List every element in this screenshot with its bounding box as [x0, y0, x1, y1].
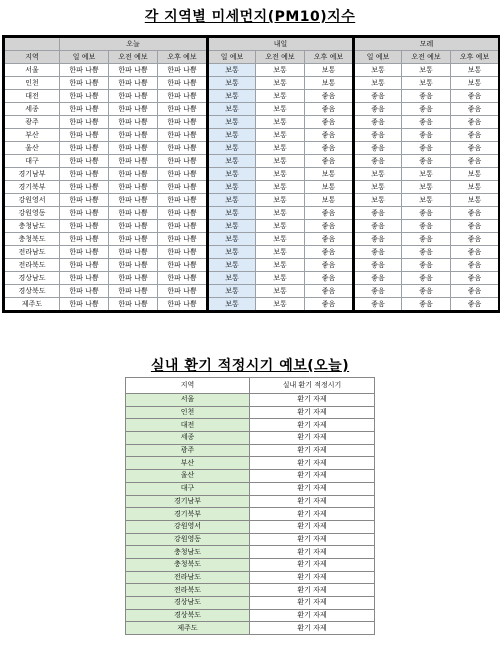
forecast-cell: 좋음: [305, 272, 354, 285]
column-header-row: [126, 378, 375, 394]
forecast-cell: 보통: [451, 168, 500, 181]
forecast-cell: 보통: [256, 155, 305, 168]
forecast-cell: 한파 나쁨: [60, 233, 109, 246]
region-name: 전라북도: [4, 259, 60, 272]
forecast-cell: 좋음: [402, 129, 451, 142]
table-row: [4, 220, 500, 233]
table-row: [4, 103, 500, 116]
table-row: [4, 207, 500, 220]
table-row: [126, 609, 375, 622]
region-name: 충청북도: [126, 558, 250, 571]
region-name: 충청남도: [4, 220, 60, 233]
region-name: 경기북부: [4, 181, 60, 194]
forecast-cell: 보통: [208, 77, 256, 90]
ventilation-advice: 환기 자제: [250, 495, 375, 508]
forecast-cell: 한파 나쁨: [109, 207, 158, 220]
forecast-cell: 보통: [451, 181, 500, 194]
forecast-cell: 좋음: [451, 246, 500, 259]
forecast-cell: 보통: [256, 168, 305, 181]
region-name: 강원영서: [126, 520, 250, 533]
forecast-cell: 한파 나쁨: [60, 142, 109, 155]
forecast-cell: 한파 나쁨: [109, 90, 158, 103]
forecast-cell: 한파 나쁨: [60, 103, 109, 116]
table-row: [4, 246, 500, 259]
forecast-cell: 한파 나쁨: [60, 77, 109, 90]
table-row: [4, 194, 500, 207]
forecast-cell: 한파 나쁨: [109, 194, 158, 207]
table-row: [4, 142, 500, 155]
group-header-tomorrow: 내일: [208, 37, 354, 51]
table-row: [126, 406, 375, 419]
region-name: 경상북도: [126, 609, 250, 622]
forecast-cell: 한파 나쁨: [109, 285, 158, 298]
forecast-cell: 좋음: [305, 246, 354, 259]
forecast-cell: 좋음: [354, 207, 402, 220]
table-row: [126, 546, 375, 559]
column-header-forecast: 오전 예보: [402, 51, 451, 64]
table-row: [126, 432, 375, 445]
forecast-cell: 좋음: [402, 207, 451, 220]
forecast-cell: 한파 나쁨: [109, 64, 158, 77]
forecast-cell: 좋음: [451, 103, 500, 116]
region-name: 부산: [126, 457, 250, 470]
forecast-cell: 한파 나쁨: [158, 285, 208, 298]
forecast-cell: 한파 나쁨: [158, 233, 208, 246]
section-title-ventilation: 실내 환기 적정시기 예보(오늘): [150, 358, 350, 374]
region-name: 세종: [4, 103, 60, 116]
forecast-cell: 보통: [354, 181, 402, 194]
forecast-cell: 한파 나쁨: [158, 181, 208, 194]
region-name: 대구: [4, 155, 60, 168]
column-header-forecast: 일 예보: [60, 51, 109, 64]
forecast-cell: 좋음: [402, 155, 451, 168]
forecast-cell: 좋음: [305, 103, 354, 116]
forecast-cell: 보통: [256, 90, 305, 103]
forecast-cell: 한파 나쁨: [60, 194, 109, 207]
ventilation-advice: 환기 자제: [250, 394, 375, 407]
forecast-cell: 한파 나쁨: [158, 259, 208, 272]
forecast-cell: 한파 나쁨: [60, 181, 109, 194]
forecast-cell: 보통: [208, 116, 256, 129]
forecast-cell: 좋음: [451, 272, 500, 285]
forecast-cell: 한파 나쁨: [109, 233, 158, 246]
ventilation-advice: 환기 자제: [250, 609, 375, 622]
forecast-cell: 한파 나쁨: [60, 246, 109, 259]
forecast-cell: 보통: [208, 90, 256, 103]
forecast-cell: 좋음: [305, 285, 354, 298]
forecast-cell: 한파 나쁨: [109, 116, 158, 129]
forecast-cell: 보통: [256, 129, 305, 142]
table-row: [4, 129, 500, 142]
forecast-cell: 한파 나쁨: [158, 194, 208, 207]
table-row: [126, 508, 375, 521]
forecast-cell: 한파 나쁨: [109, 77, 158, 90]
column-header-forecast: 일 예보: [208, 51, 256, 64]
forecast-cell: 좋음: [354, 103, 402, 116]
region-name: 경상남도: [126, 597, 250, 610]
forecast-cell: 한파 나쁨: [109, 103, 158, 116]
page-title: 각 지역별 미세먼지(PM10)지수: [144, 9, 356, 25]
forecast-cell: 한파 나쁨: [60, 64, 109, 77]
table-row: [126, 520, 375, 533]
forecast-cell: 보통: [208, 233, 256, 246]
forecast-cell: 보통: [208, 220, 256, 233]
forecast-cell: 한파 나쁨: [109, 168, 158, 181]
ventilation-advice: 환기 자제: [250, 444, 375, 457]
ventilation-advice: 환기 자제: [250, 457, 375, 470]
forecast-cell: 보통: [208, 129, 256, 142]
table-row: [4, 116, 500, 129]
table-row: [4, 298, 500, 312]
forecast-cell: 좋음: [451, 116, 500, 129]
table-row: [4, 64, 500, 77]
forecast-cell: 보통: [256, 220, 305, 233]
column-header-row: [4, 51, 500, 64]
forecast-cell: 한파 나쁨: [158, 77, 208, 90]
region-name: 경상남도: [4, 272, 60, 285]
forecast-cell: 좋음: [402, 142, 451, 155]
region-name: 강원영서: [4, 194, 60, 207]
forecast-cell: 보통: [256, 181, 305, 194]
forecast-cell: 좋음: [451, 220, 500, 233]
ventilation-advice: 환기 자제: [250, 622, 375, 635]
forecast-cell: 좋음: [354, 116, 402, 129]
forecast-cell: 한파 나쁨: [60, 259, 109, 272]
forecast-cell: 한파 나쁨: [60, 168, 109, 181]
column-header-region: 지역: [126, 378, 250, 394]
forecast-cell: 한파 나쁨: [60, 220, 109, 233]
forecast-cell: 한파 나쁨: [109, 259, 158, 272]
forecast-cell: 보통: [256, 194, 305, 207]
forecast-cell: 한파 나쁨: [158, 64, 208, 77]
forecast-cell: 좋음: [354, 298, 402, 312]
forecast-cell: 좋음: [305, 155, 354, 168]
forecast-cell: 좋음: [451, 298, 500, 312]
forecast-cell: 좋음: [402, 246, 451, 259]
forecast-cell: 좋음: [305, 207, 354, 220]
forecast-cell: 보통: [451, 77, 500, 90]
group-header-today: 오늘: [60, 37, 208, 51]
forecast-cell: 좋음: [402, 90, 451, 103]
ventilation-advice: 환기 자제: [250, 520, 375, 533]
forecast-cell: 좋음: [305, 259, 354, 272]
region-name: 광주: [126, 444, 250, 457]
ventilation-advice: 환기 자제: [250, 558, 375, 571]
forecast-cell: 보통: [256, 233, 305, 246]
forecast-cell: 한파 나쁨: [158, 220, 208, 233]
forecast-cell: 좋음: [305, 90, 354, 103]
region-name: 서울: [126, 394, 250, 407]
forecast-cell: 보통: [451, 194, 500, 207]
forecast-cell: 좋음: [451, 155, 500, 168]
ventilation-advice: 환기 자제: [250, 508, 375, 521]
table-row: [126, 482, 375, 495]
region-name: 경기북부: [126, 508, 250, 521]
forecast-cell: 좋음: [354, 246, 402, 259]
column-header-forecast: 일 예보: [354, 51, 402, 64]
forecast-cell: 좋음: [451, 207, 500, 220]
region-name: 경상북도: [4, 285, 60, 298]
forecast-cell: 좋음: [451, 90, 500, 103]
forecast-cell: 보통: [208, 142, 256, 155]
forecast-cell: 한파 나쁨: [158, 246, 208, 259]
forecast-cell: 좋음: [451, 129, 500, 142]
table-row: [126, 470, 375, 483]
forecast-cell: 한파 나쁨: [158, 298, 208, 312]
ventilation-table: [125, 377, 375, 635]
forecast-cell: 보통: [256, 246, 305, 259]
group-header-row: [4, 37, 500, 51]
forecast-cell: 좋음: [354, 142, 402, 155]
forecast-cell: 좋음: [402, 285, 451, 298]
forecast-cell: 보통: [305, 64, 354, 77]
region-name: 경기남부: [126, 495, 250, 508]
forecast-cell: 보통: [402, 77, 451, 90]
region-name: 강원영동: [4, 207, 60, 220]
table-row: [126, 622, 375, 635]
forecast-cell: 보통: [256, 272, 305, 285]
column-header-forecast: 오후 예보: [451, 51, 500, 64]
forecast-cell: 한파 나쁨: [109, 129, 158, 142]
column-header-forecast: 오후 예보: [305, 51, 354, 64]
forecast-cell: 한파 나쁨: [109, 220, 158, 233]
forecast-cell: 한파 나쁨: [60, 298, 109, 312]
forecast-cell: 보통: [208, 246, 256, 259]
table-row: [4, 259, 500, 272]
forecast-cell: 좋음: [402, 259, 451, 272]
table-row: [4, 272, 500, 285]
forecast-cell: 보통: [256, 298, 305, 312]
forecast-cell: 보통: [208, 103, 256, 116]
forecast-cell: 한파 나쁨: [158, 168, 208, 181]
table-row: [4, 168, 500, 181]
forecast-cell: 보통: [208, 272, 256, 285]
forecast-cell: 보통: [256, 207, 305, 220]
forecast-cell: 보통: [208, 64, 256, 77]
ventilation-advice: 환기 자제: [250, 419, 375, 432]
ventilation-advice: 환기 자제: [250, 533, 375, 546]
forecast-cell: 한파 나쁨: [60, 272, 109, 285]
forecast-cell: 좋음: [305, 116, 354, 129]
region-name: 울산: [126, 470, 250, 483]
forecast-cell: 좋음: [451, 259, 500, 272]
region-name: 경기남부: [4, 168, 60, 181]
forecast-cell: 보통: [256, 64, 305, 77]
ventilation-advice: 환기 자제: [250, 406, 375, 419]
forecast-cell: 좋음: [451, 142, 500, 155]
forecast-cell: 보통: [305, 194, 354, 207]
forecast-cell: 보통: [402, 194, 451, 207]
table-row: [4, 285, 500, 298]
region-name: 인천: [4, 77, 60, 90]
ventilation-advice: 환기 자제: [250, 571, 375, 584]
table-row: [4, 155, 500, 168]
forecast-cell: 보통: [354, 77, 402, 90]
region-name: 제주도: [4, 298, 60, 312]
forecast-cell: 한파 나쁨: [158, 103, 208, 116]
forecast-cell: 한파 나쁨: [109, 246, 158, 259]
forecast-cell: 보통: [208, 259, 256, 272]
group-header-blank: [4, 37, 60, 51]
table-row: [126, 444, 375, 457]
region-name: 제주도: [126, 622, 250, 635]
forecast-cell: 보통: [256, 259, 305, 272]
table-row: [4, 77, 500, 90]
table-row: [126, 457, 375, 470]
region-name: 전라남도: [126, 571, 250, 584]
table-row: [126, 495, 375, 508]
region-name: 서울: [4, 64, 60, 77]
forecast-cell: 좋음: [451, 285, 500, 298]
group-header-day-after: 모레: [354, 37, 500, 51]
forecast-cell: 보통: [402, 64, 451, 77]
forecast-cell: 보통: [208, 298, 256, 312]
forecast-cell: 한파 나쁨: [109, 298, 158, 312]
ventilation-advice: 환기 자제: [250, 597, 375, 610]
forecast-cell: 보통: [256, 116, 305, 129]
column-header-ventilation: 실내 환기 적정시기: [250, 378, 375, 394]
forecast-cell: 한파 나쁨: [60, 129, 109, 142]
forecast-cell: 좋음: [402, 103, 451, 116]
forecast-cell: 한파 나쁨: [109, 272, 158, 285]
forecast-cell: 한파 나쁨: [109, 142, 158, 155]
forecast-cell: 한파 나쁨: [158, 116, 208, 129]
column-header-forecast: 오전 예보: [256, 51, 305, 64]
column-header-region: 지역: [4, 51, 60, 64]
ventilation-advice: 환기 자제: [250, 584, 375, 597]
forecast-cell: 보통: [208, 194, 256, 207]
region-name: 강원영동: [126, 533, 250, 546]
forecast-cell: 좋음: [305, 298, 354, 312]
ventilation-advice: 환기 자제: [250, 432, 375, 445]
region-name: 전라남도: [4, 246, 60, 259]
forecast-cell: 좋음: [354, 233, 402, 246]
column-header-forecast: 오후 예보: [158, 51, 208, 64]
forecast-cell: 한파 나쁨: [60, 285, 109, 298]
forecast-cell: 보통: [451, 64, 500, 77]
forecast-cell: 보통: [208, 207, 256, 220]
forecast-cell: 좋음: [402, 272, 451, 285]
ventilation-advice: 환기 자제: [250, 470, 375, 483]
forecast-cell: 보통: [305, 168, 354, 181]
forecast-cell: 좋음: [305, 129, 354, 142]
forecast-cell: 한파 나쁨: [109, 181, 158, 194]
forecast-cell: 보통: [256, 77, 305, 90]
forecast-cell: 좋음: [402, 298, 451, 312]
forecast-cell: 한파 나쁨: [158, 272, 208, 285]
forecast-cell: 좋음: [402, 116, 451, 129]
forecast-cell: 좋음: [305, 142, 354, 155]
forecast-cell: 보통: [305, 181, 354, 194]
table-row: [4, 90, 500, 103]
table-row: [126, 571, 375, 584]
forecast-cell: 좋음: [451, 233, 500, 246]
region-name: 대전: [4, 90, 60, 103]
forecast-cell: 한파 나쁨: [158, 142, 208, 155]
forecast-cell: 한파 나쁨: [158, 90, 208, 103]
forecast-cell: 한파 나쁨: [158, 207, 208, 220]
forecast-cell: 보통: [208, 181, 256, 194]
forecast-cell: 한파 나쁨: [60, 116, 109, 129]
forecast-cell: 보통: [208, 168, 256, 181]
region-name: 대구: [126, 482, 250, 495]
forecast-cell: 좋음: [354, 220, 402, 233]
region-name: 충청남도: [126, 546, 250, 559]
forecast-cell: 좋음: [354, 155, 402, 168]
forecast-cell: 좋음: [305, 220, 354, 233]
forecast-cell: 보통: [354, 168, 402, 181]
forecast-cell: 보통: [208, 155, 256, 168]
table-row: [126, 419, 375, 432]
forecast-cell: 보통: [402, 181, 451, 194]
forecast-cell: 보통: [256, 285, 305, 298]
forecast-cell: 보통: [402, 168, 451, 181]
forecast-cell: 좋음: [354, 285, 402, 298]
forecast-cell: 보통: [354, 64, 402, 77]
forecast-cell: 좋음: [354, 259, 402, 272]
forecast-cell: 한파 나쁨: [60, 155, 109, 168]
forecast-cell: 한파 나쁨: [158, 155, 208, 168]
forecast-cell: 좋음: [354, 90, 402, 103]
forecast-cell: 한파 나쁨: [60, 90, 109, 103]
region-name: 인천: [126, 406, 250, 419]
ventilation-advice: 환기 자제: [250, 482, 375, 495]
forecast-cell: 좋음: [305, 233, 354, 246]
table-row: [126, 533, 375, 546]
forecast-cell: 보통: [354, 194, 402, 207]
table-row: [4, 181, 500, 194]
forecast-cell: 보통: [208, 285, 256, 298]
region-name: 부산: [4, 129, 60, 142]
region-name: 대전: [126, 419, 250, 432]
region-name: 전라북도: [126, 584, 250, 597]
table-row: [126, 584, 375, 597]
table-row: [4, 233, 500, 246]
forecast-cell: 보통: [256, 142, 305, 155]
region-name: 충청북도: [4, 233, 60, 246]
region-name: 광주: [4, 116, 60, 129]
region-name: 울산: [4, 142, 60, 155]
forecast-cell: 보통: [256, 103, 305, 116]
forecast-cell: 한파 나쁨: [109, 155, 158, 168]
forecast-cell: 좋음: [354, 129, 402, 142]
region-name: 세종: [126, 432, 250, 445]
table-row: [126, 597, 375, 610]
forecast-cell: 한파 나쁨: [158, 129, 208, 142]
forecast-cell: 보통: [305, 77, 354, 90]
pm10-index-table: [2, 35, 500, 313]
column-header-forecast: 오전 예보: [109, 51, 158, 64]
table-row: [126, 394, 375, 407]
forecast-cell: 좋음: [354, 272, 402, 285]
forecast-cell: 좋음: [402, 220, 451, 233]
ventilation-advice: 환기 자제: [250, 546, 375, 559]
table-row: [126, 558, 375, 571]
forecast-cell: 한파 나쁨: [60, 207, 109, 220]
forecast-cell: 좋음: [402, 233, 451, 246]
